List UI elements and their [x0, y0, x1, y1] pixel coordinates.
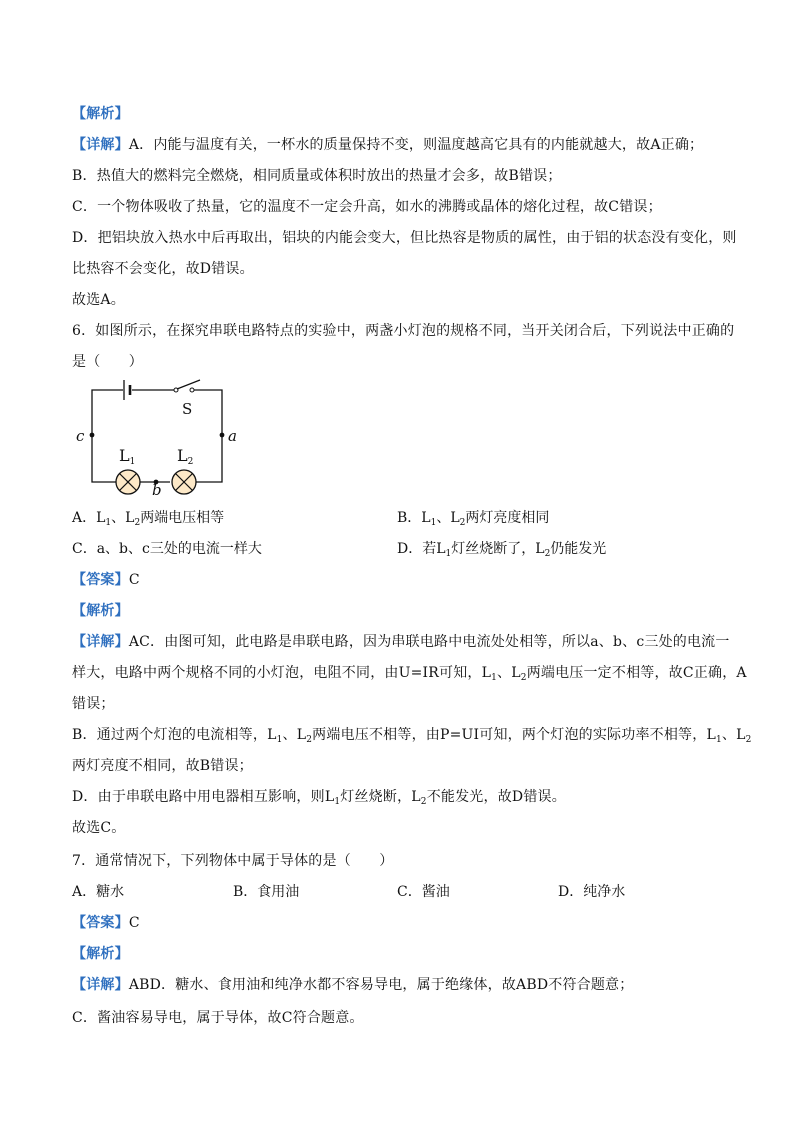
q7-analysis-heading — [72, 944, 732, 964]
q5-analysis-heading — [72, 104, 732, 124]
q7-option-b: B．食用油 — [233, 884, 300, 900]
point-c-label: c — [76, 427, 85, 445]
q5-detail-line-d1: D．把铝块放入热水中后再取出，铝块的内能会变大，但比热容是物质的属性，由于铝的状态没有变化，则 — [72, 230, 737, 246]
detail-tag: 【详解】 — [72, 137, 129, 153]
q6-option-b: B．$L_1$、$L_2$两灯亮度相同 — [397, 510, 550, 528]
bulb-l1-icon — [116, 470, 140, 494]
q6-detail-line-5: 两灯亮度不相同，故B错误； — [72, 758, 253, 774]
switch-label: S — [182, 400, 193, 418]
q7-option-d: D．纯净水 — [558, 884, 626, 900]
point-a-label: a — [228, 427, 237, 445]
q6-detail-line-3: 错误； — [72, 696, 115, 712]
analysis-tag: 【解析】 — [72, 603, 129, 619]
q5-text-a: A．内能与温度有关，一杯水的质量保持不变，则温度越高它具有的内能就越大，故A正确； — [128, 137, 704, 153]
bulb-l2-label: L2 — [177, 446, 194, 467]
circuit-wire-right — [192, 390, 222, 482]
q6-detail-line-4: B．通过两个灯泡的电流相等，$L_1$、$L_2$两端电压不相等，由P=UI可知，两个灯泡的实际功率不相等，$L_1$、$L_2$ — [72, 727, 752, 745]
point-a-dot — [220, 433, 225, 438]
q6-analysis-heading — [72, 601, 732, 621]
q5-detail-line-b: B．热值大的燃料完全燃烧，相同质量或体积时放出的热量才会多，故B错误； — [72, 168, 562, 184]
q5-detail-line-a — [72, 135, 732, 155]
q6-stem-line-2: 是（ ） — [72, 354, 143, 370]
q6-detail-line-6: D．由于串联电路中用电器相互影响，则$L_1$灯丝烧断，$L_2$不能发光，故D错误。 — [72, 789, 566, 807]
q7-detail-line-1: 【详解】ABD．糖水、食用油和纯净水都不容易导电，属于绝缘体，故ABD不符合题意； — [72, 977, 634, 993]
q6-choose: 故选C。 — [72, 820, 126, 836]
detail-tag: 【详解】 — [72, 634, 129, 650]
q6-answer-value: C — [128, 572, 140, 588]
point-b-label: b — [152, 481, 162, 496]
answer-tag: 【答案】 — [72, 915, 129, 931]
q7-option-c: C．酱油 — [397, 884, 450, 900]
q6-answer — [72, 570, 732, 590]
q7-detail-line-2: C．酱油容易导电，属于导体，故C符合题意。 — [72, 1010, 364, 1026]
switch-icon — [174, 380, 200, 394]
q7-stem: 7．通常情况下，下列物体中属于导体的是（ ） — [72, 853, 394, 869]
q7-answer-value: C — [128, 915, 140, 931]
q6-option-a: A．$L_1$、$L_2$两端电压相等 — [72, 510, 225, 528]
battery-icon — [123, 380, 131, 400]
q6-detail-line-2: 样大，电路中两个规格不同的小灯泡，电阻不同，由U=IR可知，$L_1$、$L_2$两端电压一定不相等，故C正确，A — [72, 665, 747, 683]
q7-option-a: A．糖水 — [72, 884, 125, 900]
analysis-tag: 【解析】 — [72, 946, 129, 962]
q5-detail-line-c: C．一个物体吸收了热量，它的温度不一定会升高，如水的沸腾或晶体的熔化过程，故C错误； — [72, 199, 662, 215]
q7-answer — [72, 913, 732, 933]
q5-choose: 故选A。 — [72, 292, 125, 308]
series-circuit-diagram — [70, 378, 250, 496]
point-c-dot — [90, 433, 95, 438]
detail-tag: 【详解】 — [72, 977, 129, 993]
answer-tag: 【答案】 — [72, 572, 129, 588]
q6-option-c: C．a、b、c三处的电流一样大 — [72, 541, 262, 557]
q6-detail-line-1: 【详解】AC．由图可知，此电路是串联电路，因为串联电路中电流处处相等，所以a、b、c三处的电流一 — [72, 634, 730, 650]
circuit-wire-left — [92, 390, 124, 482]
bulb-l2-icon — [172, 470, 196, 494]
q6-stem-line-1: 6．如图所示，在探究串联电路特点的实验中，两盏小灯泡的规格不同，当开关闭合后，下列说法中正确的 — [72, 323, 735, 339]
analysis-tag: 【解析】 — [72, 106, 129, 122]
bulb-l1-label: L1 — [119, 446, 136, 467]
q5-detail-line-d2: 比热容不会变化，故D错误。 — [72, 261, 254, 277]
q6-option-d: D．若$L_1$灯丝烧断了，$L_2$仍能发光 — [397, 541, 607, 559]
